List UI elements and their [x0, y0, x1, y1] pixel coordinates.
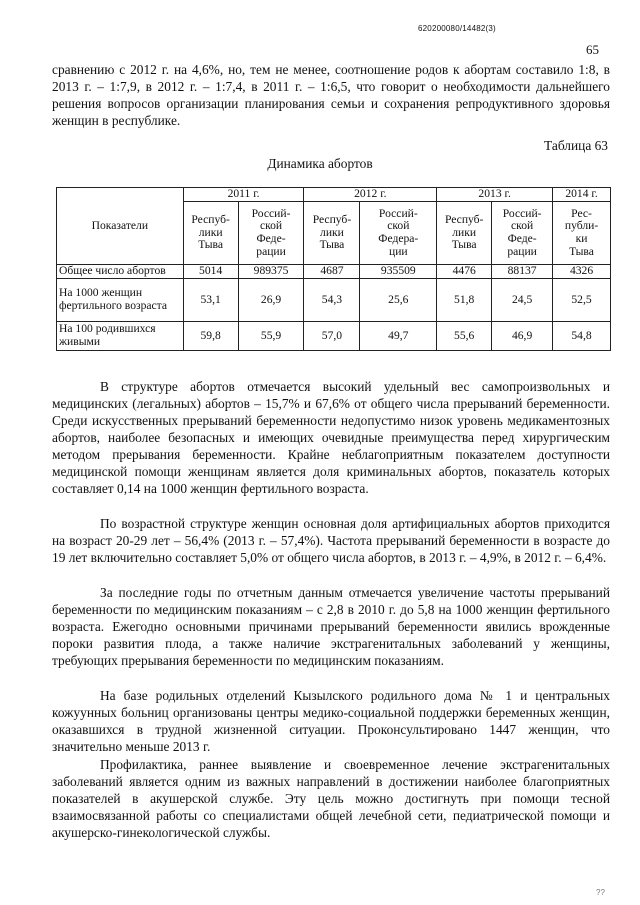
body-paragraph: Профилактика, раннее выявление и своевременное лечение экстрагенитальных заболеваний является одним из важных направлений в достижении наиболее благоприятных показателей в акушерской службе. Эту цель можно достигнуть при помощи тесной взаимосвязанной работы со специалистами общей лечебной сети, педиатрической помощи и акушерско-гинекологической службы. [52, 757, 610, 840]
table-cell: 5014 [183, 265, 238, 279]
column-header: Россий- ской Феде- рации [492, 202, 553, 265]
table-cell: 24,5 [492, 279, 553, 322]
table-cell: 54,8 [553, 322, 611, 351]
column-header: Рес- публи- ки Тыва [553, 202, 611, 265]
year-header: 2011 г. [183, 188, 304, 202]
table-cell: 49,7 [360, 322, 437, 351]
column-header: Респуб- лики Тыва [304, 202, 360, 265]
table-row [57, 279, 611, 322]
table-cell: 88137 [492, 265, 553, 279]
abortions-table [56, 187, 611, 351]
table-cell: 25,6 [360, 279, 437, 322]
row-header-cell: Показатели [57, 188, 184, 265]
table-cell: 4476 [437, 265, 492, 279]
page-number: 65 [586, 42, 599, 57]
table-cell: 935509 [360, 265, 437, 279]
column-header: Респуб- лики Тыва [437, 202, 492, 265]
body-paragraph: По возрастной структуре женщин основная доля артифициальных абортов приходится на возраст 20-29 лет – 56,4% (2013 г. – 57,4%). Частота прерываний беременности в возрасте до 19 лет включительно составляет 5,0% от общего числа абортов, в 2013 г. – 4,9%, в 2012 г. – 6,4%. [52, 516, 610, 565]
table-cell: 51,8 [437, 279, 492, 322]
table-cell: 4687 [304, 265, 360, 279]
table-row [57, 265, 611, 279]
table-cell: 52,5 [553, 279, 611, 322]
table-cell: 53,1 [183, 279, 238, 322]
table-cell: 989375 [238, 265, 304, 279]
column-header: Россий- ской Федера- ции [360, 202, 437, 265]
body-paragraph: За последние годы по отчетным данным отмечается увеличение частоты прерываний беременности по медицинским показаниям – с 2,8 в 2010 г. до 5,8 на 1000 женщин фертильного возраста. Ежегодно основными причинами прерываний беременности явились врожденные пороки развития плода, а также наличие экстрагенитальных заболеваний у женщины, требующих прерывания беременности по медицинским показаниям. [52, 585, 610, 668]
table-cell: 59,8 [183, 322, 238, 351]
table-title: Динамика абортов [267, 156, 373, 171]
corner-mark: ?? [596, 888, 605, 897]
intro-paragraph: сравнению с 2012 г. на 4,6%, но, тем не менее, соотношение родов к абортам составило 1:8, в 2013 г. – 1:7,9, в 2012 г. – 1:7,4, в 2011 г. – 1:6,5, что говорит о необходимости дальнейшего решения вопросов организации планирования семьи и сохранения репродуктивного здоровья женщин в республике. [52, 62, 610, 128]
body-paragraph: В структуре абортов отмечается высокий удельный вес самопроизвольных и медицинских (легальных) абортов – 15,7% и 67,6% от общего числа прерываний беременности. Среди искусственных прерываний беременности недопустимо низок уровень медикаментозных абортов, наиболее безопасных и имеющих очевидные преимущества перед хирургическим методом прерывания беременности. Крайне неблагоприятным показателем доступности медицинской помощи женщинам является доля криминальных абортов, показатель которых составляет 0,14 на 1000 женщин фертильного возраста. [52, 379, 610, 496]
table-cell: 54,3 [304, 279, 360, 322]
column-header: Респуб- лики Тыва [183, 202, 238, 265]
table-cell: 4326 [553, 265, 611, 279]
year-header: 2012 г. [304, 188, 437, 202]
row-label: На 100 родившихся живыми [57, 322, 184, 351]
table-cell: 55,9 [238, 322, 304, 351]
row-label: На 1000 женщин фертильного возраста [57, 279, 184, 322]
table-row [57, 322, 611, 351]
column-header: Россий- ской Феде- рации [238, 202, 304, 265]
table-label: Таблица 63 [544, 138, 608, 153]
table-cell: 57,0 [304, 322, 360, 351]
table-cell: 46,9 [492, 322, 553, 351]
body-paragraph: На базе родильных отделений Кызылского родильного дома № 1 и центральных кожуунных больниц организованы центры медико-социальной поддержки беременных женщин, оказавшихся в трудной жизненной ситуации. Проконсультировано 1447 женщин, что значительно меньше 2013 г. [52, 688, 610, 754]
document-code: 620200080/14482(3) [418, 24, 496, 33]
table-cell: 26,9 [238, 279, 304, 322]
year-header: 2014 г. [553, 188, 611, 202]
year-header: 2013 г. [437, 188, 553, 202]
row-label: Общее число абортов [57, 265, 184, 279]
table-cell: 55,6 [437, 322, 492, 351]
